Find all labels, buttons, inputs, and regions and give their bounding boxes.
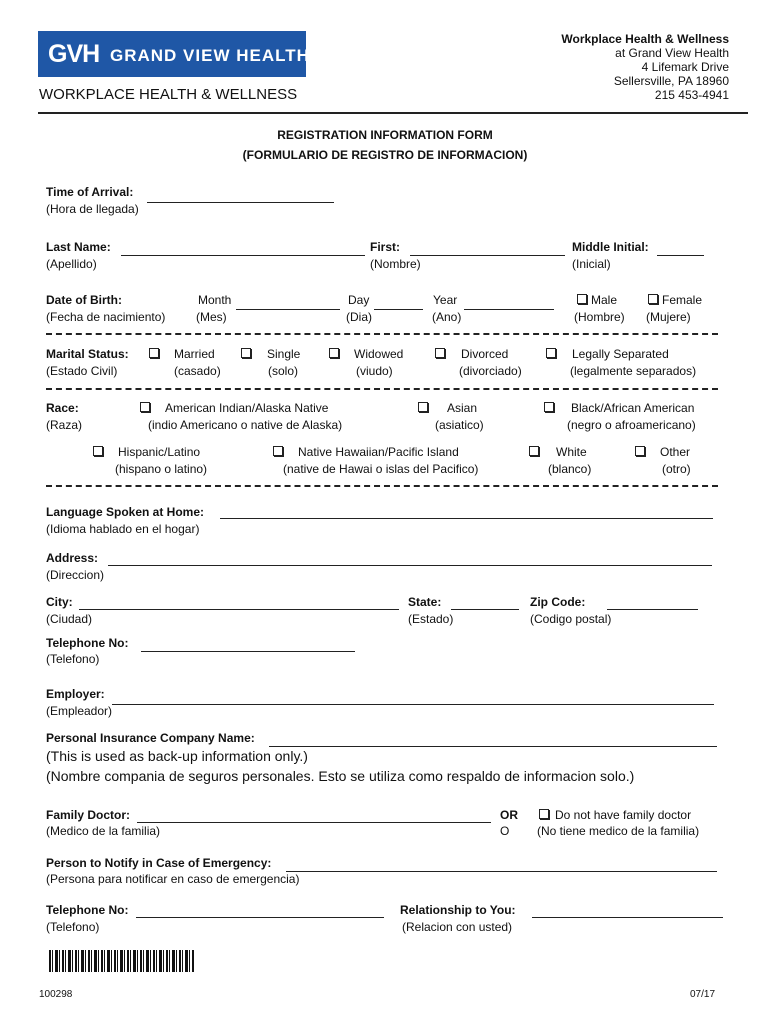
state-label: State:: [408, 595, 442, 609]
city-field[interactable]: [79, 609, 399, 610]
emergency-field[interactable]: [286, 871, 717, 872]
last-name-field[interactable]: [121, 255, 365, 256]
zip-label: Zip Code:: [530, 595, 586, 609]
dob-month-label-es: (Mes): [196, 310, 227, 324]
race-black-checkbox[interactable]: [544, 402, 554, 412]
arrival-label-es: (Hora de llegada): [46, 202, 139, 216]
single-label-es: (solo): [268, 364, 299, 378]
middle-initial-field[interactable]: [657, 255, 704, 256]
address-label-es: (Direccion): [46, 568, 105, 582]
phone-label-es: (Telefono): [46, 652, 100, 666]
section-divider: [46, 333, 718, 335]
phone-label: Telephone No:: [46, 636, 129, 650]
doctor-label: Family Doctor:: [46, 808, 131, 822]
language-label-es: (Idioma hablado en el hogar): [46, 522, 200, 536]
address-label: Address:: [46, 551, 99, 565]
state-field[interactable]: [451, 609, 519, 610]
race-label-es: (Raza): [46, 418, 83, 432]
race-other-label-es: (otro): [662, 462, 691, 476]
zip-field[interactable]: [607, 609, 698, 610]
married-label: Married: [174, 347, 215, 361]
logo-text: GRAND VIEW HEALTH: [110, 46, 310, 65]
address-line: at Grand View Health: [615, 46, 729, 60]
employer-field[interactable]: [112, 704, 714, 705]
race-label: Race:: [46, 401, 79, 415]
race-asian-checkbox[interactable]: [418, 402, 428, 412]
form-title-es: (FORMULARIO DE REGISTRO DE INFORMACION): [242, 148, 528, 162]
emergency-phone-label-es: (Telefono): [46, 920, 100, 934]
race-hispanic-label-es: (hispano o latino): [115, 462, 208, 476]
race-other-label: Other: [660, 445, 691, 459]
section-divider: [46, 388, 718, 390]
employer-label-es: (Empleador): [46, 704, 113, 718]
race-native-american-label-es: (indio Americano o native de Alaska): [148, 418, 343, 432]
race-hispanic-checkbox[interactable]: [93, 446, 103, 456]
first-name-label-es: (Nombre): [370, 257, 421, 271]
logo-mark: GVH: [48, 40, 100, 68]
widowed-checkbox[interactable]: [329, 348, 339, 358]
dob-month-field[interactable]: [236, 309, 340, 310]
dob-day-field[interactable]: [374, 309, 423, 310]
insurance-note-es: (Nombre compania de seguros personales. Esto se utiliza como respaldo de informacion solo.): [46, 768, 635, 784]
race-other-checkbox[interactable]: [635, 446, 645, 456]
state-label-es: (Estado): [408, 612, 454, 626]
race-black-label-es: (negro o afroamericano): [567, 418, 696, 432]
address-title: Workplace Health & Wellness: [561, 32, 729, 46]
zip-label-es: (Codigo postal): [530, 612, 612, 626]
race-native-american-label: American Indian/Alaska Native: [165, 401, 329, 415]
divorced-label-es: (divorciado): [459, 364, 522, 378]
first-name-label: First:: [370, 240, 400, 254]
emergency-label-es: (Persona para notificar en caso de emergencia): [46, 872, 300, 886]
dob-label: Date of Birth:: [46, 293, 122, 307]
arrival-field[interactable]: [147, 202, 334, 203]
race-pacific-islander-checkbox[interactable]: [273, 446, 283, 456]
separated-checkbox[interactable]: [546, 348, 556, 358]
address-phone: 215 453-4941: [654, 88, 729, 102]
emergency-label: Person to Notify in Case of Emergency:: [46, 856, 272, 870]
separated-label: Legally Separated: [572, 347, 669, 361]
race-black-label: Black/African American: [571, 401, 695, 415]
divorced-checkbox[interactable]: [435, 348, 445, 358]
race-hispanic-label: Hispanic/Latino: [118, 445, 201, 459]
revision-date: 07/17: [690, 989, 716, 1000]
doctor-or-es: O: [500, 824, 510, 838]
first-name-field[interactable]: [410, 255, 565, 256]
separated-label-es: (legalmente separados): [570, 364, 697, 378]
form-number: 100298: [39, 989, 73, 1000]
marital-label-es: (Estado Civil): [46, 364, 118, 378]
address-block: [470, 32, 729, 102]
last-name-label-es: (Apellido): [46, 257, 97, 271]
race-white-label: White: [556, 445, 587, 459]
no-doctor-label: Do not have family doctor: [555, 808, 692, 822]
dob-day-label-es: (Dia): [346, 310, 372, 324]
dob-label-es: (Fecha de nacimiento): [46, 310, 166, 324]
race-white-checkbox[interactable]: [529, 446, 539, 456]
dob-month-label: Month: [198, 293, 232, 307]
race-asian-label-es: (asiatico): [435, 418, 484, 432]
marital-label: Marital Status:: [46, 347, 129, 361]
city-label: City:: [46, 595, 73, 609]
no-doctor-label-es: (No tiene medico de la familia): [537, 824, 700, 838]
page-subtitle: WORKPLACE HEALTH & WELLNESS: [39, 86, 298, 103]
married-checkbox[interactable]: [149, 348, 159, 358]
phone-field[interactable]: [141, 651, 355, 652]
male-label-es: (Hombre): [574, 310, 625, 324]
section-divider: [46, 485, 718, 487]
no-doctor-checkbox[interactable]: [539, 809, 549, 819]
relationship-field[interactable]: [532, 917, 723, 918]
doctor-or: OR: [500, 808, 518, 822]
female-label: Female: [662, 293, 703, 307]
insurance-label: Personal Insurance Company Name:: [46, 731, 255, 745]
race-pacific-islander-label: Native Hawaiian/Pacific Island: [298, 445, 459, 459]
city-label-es: (Ciudad): [46, 612, 93, 626]
female-label-es: (Mujere): [646, 310, 691, 324]
emergency-phone-label: Telephone No:: [46, 903, 129, 917]
dob-year-label: Year: [433, 293, 458, 307]
dob-day-label: Day: [348, 293, 370, 307]
middle-initial-label-es: (Inicial): [572, 257, 611, 271]
doctor-label-es: (Medico de la familia): [46, 824, 161, 838]
male-label: Male: [591, 293, 618, 307]
race-pacific-islander-label-es: (native de Hawai o islas del Pacifico): [283, 462, 479, 476]
arrival-label: Time of Arrival:: [46, 185, 134, 199]
widowed-label-es: (viudo): [356, 364, 393, 378]
widowed-label: Widowed: [354, 347, 404, 361]
barcode: [49, 950, 195, 972]
last-name-label: Last Name:: [46, 240, 111, 254]
relationship-label-es: (Relacion con usted): [402, 920, 513, 934]
header-divider: [38, 112, 748, 114]
language-field[interactable]: [220, 518, 713, 519]
divorced-label: Divorced: [461, 347, 509, 361]
dob-year-label-es: (Ano): [432, 310, 462, 324]
male-checkbox[interactable]: [577, 294, 587, 304]
insurance-note: (This is used as back-up information only.): [46, 748, 308, 764]
language-label: Language Spoken at Home:: [46, 505, 205, 519]
logo: [38, 31, 310, 77]
dob-year-field[interactable]: [464, 309, 554, 310]
relationship-label: Relationship to You:: [400, 903, 516, 917]
married-label-es: (casado): [174, 364, 221, 378]
female-checkbox[interactable]: [648, 294, 658, 304]
address-line: Sellersville, PA 18960: [613, 74, 729, 88]
single-label: Single: [267, 347, 301, 361]
insurance-field[interactable]: [269, 746, 717, 747]
race-asian-label: Asian: [447, 401, 478, 415]
employer-label: Employer:: [46, 687, 105, 701]
address-field[interactable]: [108, 565, 712, 566]
race-native-american-checkbox[interactable]: [140, 402, 150, 412]
doctor-field[interactable]: [137, 822, 491, 823]
emergency-phone-field[interactable]: [136, 917, 384, 918]
address-line: 4 Lifemark Drive: [641, 60, 729, 74]
single-checkbox[interactable]: [241, 348, 251, 358]
middle-initial-label: Middle Initial:: [572, 240, 649, 254]
race-white-label-es: (blanco): [548, 462, 592, 476]
form-title: REGISTRATION INFORMATION FORM: [277, 128, 493, 142]
